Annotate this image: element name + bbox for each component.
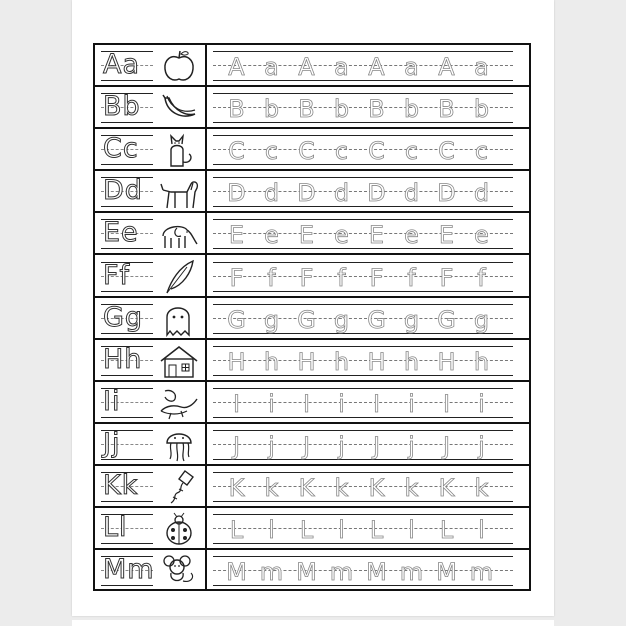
trace-letter: b bbox=[403, 95, 420, 124]
trace-letter: h bbox=[403, 347, 420, 376]
reference-cell bbox=[95, 298, 205, 338]
trace-letter: a bbox=[264, 53, 279, 81]
trace-letter: i bbox=[338, 389, 345, 418]
trace-letter: b bbox=[473, 95, 490, 124]
trace-letter: E bbox=[228, 221, 245, 250]
trace-letter: h bbox=[333, 347, 350, 376]
jellyfish-icon bbox=[157, 427, 201, 463]
trace-letter: J bbox=[442, 431, 451, 460]
trace-letter: I bbox=[232, 389, 241, 418]
trace-letter: A bbox=[368, 53, 385, 81]
trace-letter: g bbox=[403, 305, 420, 334]
tracing-cell bbox=[207, 45, 529, 85]
letter-row bbox=[95, 213, 529, 255]
trace-letter: H bbox=[367, 347, 386, 376]
tracing-cell bbox=[207, 508, 529, 548]
trace-letter: c bbox=[264, 137, 279, 166]
reference-letter: Bb bbox=[103, 91, 141, 123]
trace-letter: k bbox=[334, 474, 349, 502]
trace-letter: M bbox=[296, 558, 317, 587]
trace-letter: F bbox=[369, 263, 384, 292]
tracing-letters bbox=[219, 133, 513, 167]
trace-letter: l bbox=[268, 516, 275, 545]
trace-letter: f bbox=[477, 263, 486, 292]
trace-letter: c bbox=[334, 137, 349, 166]
tracing-cell bbox=[207, 550, 529, 592]
trace-letter: B bbox=[368, 95, 385, 124]
trace-letter: b bbox=[263, 95, 280, 124]
letter-row bbox=[95, 298, 529, 340]
trace-letter: K bbox=[228, 474, 245, 502]
house-icon bbox=[157, 343, 201, 379]
trace-letter: C bbox=[298, 137, 315, 166]
trace-letter: J bbox=[302, 431, 311, 460]
reference-cell bbox=[95, 550, 205, 592]
trace-letter: d bbox=[263, 179, 280, 208]
reference-letter: Jj bbox=[103, 427, 121, 459]
trace-letter: C bbox=[438, 137, 455, 166]
trace-letter: J bbox=[232, 431, 241, 460]
reference-cell bbox=[95, 87, 205, 127]
trace-letter: E bbox=[438, 221, 455, 250]
trace-letter: M bbox=[366, 558, 387, 587]
iguana-icon bbox=[157, 385, 201, 421]
reference-cell bbox=[95, 508, 205, 548]
trace-letter: c bbox=[404, 137, 419, 166]
tracing-cell bbox=[207, 87, 529, 127]
trace-letter: K bbox=[368, 474, 385, 502]
tracing-letters bbox=[219, 217, 513, 251]
trace-letter: H bbox=[227, 347, 246, 376]
reference-letter: Gg bbox=[103, 301, 144, 333]
trace-letter: e bbox=[334, 221, 349, 250]
trace-letter: F bbox=[439, 263, 454, 292]
trace-letter: L bbox=[299, 516, 314, 545]
trace-letter: e bbox=[474, 221, 489, 250]
trace-letter: j bbox=[408, 431, 415, 460]
tracing-cell bbox=[207, 213, 529, 253]
letter-row bbox=[95, 508, 529, 550]
trace-letter: m bbox=[259, 558, 284, 587]
reference-cell bbox=[95, 171, 205, 211]
trace-letter: c bbox=[474, 137, 489, 166]
trace-letter: j bbox=[268, 431, 275, 460]
trace-letter: A bbox=[228, 53, 245, 81]
letter-row bbox=[95, 466, 529, 508]
tracing-letters bbox=[219, 470, 513, 504]
trace-letter: F bbox=[229, 263, 244, 292]
reference-letter: Ee bbox=[103, 217, 139, 249]
trace-letter: C bbox=[368, 137, 385, 166]
tracing-cell bbox=[207, 256, 529, 296]
trace-letter: K bbox=[298, 474, 315, 502]
letter-row bbox=[95, 45, 529, 87]
trace-letter: C bbox=[228, 137, 245, 166]
reference-letter: Ff bbox=[103, 259, 131, 291]
reference-cell bbox=[95, 424, 205, 464]
letter-row bbox=[95, 550, 529, 592]
elephant-icon bbox=[157, 216, 201, 252]
trace-letter: f bbox=[267, 263, 276, 292]
reference-cell bbox=[95, 340, 205, 380]
trace-letter: B bbox=[228, 95, 245, 124]
trace-letter: E bbox=[298, 221, 315, 250]
trace-letter: G bbox=[227, 305, 246, 334]
cat-icon bbox=[157, 132, 201, 168]
tracing-cell bbox=[207, 424, 529, 464]
trace-letter: e bbox=[404, 221, 419, 250]
trace-letter: F bbox=[299, 263, 314, 292]
trace-letter: G bbox=[297, 305, 316, 334]
reference-cell bbox=[95, 382, 205, 422]
letter-row bbox=[95, 256, 529, 298]
reference-letter: Cc bbox=[103, 133, 139, 165]
tracing-letters bbox=[219, 554, 513, 588]
trace-letter: k bbox=[404, 474, 419, 502]
trace-letter: M bbox=[226, 558, 247, 587]
trace-letter: L bbox=[229, 516, 244, 545]
trace-letter: G bbox=[437, 305, 456, 334]
trace-letter: e bbox=[264, 221, 279, 250]
trace-letter: l bbox=[478, 516, 485, 545]
tracing-letters bbox=[219, 260, 513, 294]
trace-letter: g bbox=[473, 305, 490, 334]
trace-letter: k bbox=[474, 474, 489, 502]
reference-cell bbox=[95, 213, 205, 253]
trace-letter: L bbox=[439, 516, 454, 545]
tracing-letters bbox=[219, 175, 513, 209]
trace-letter: b bbox=[333, 95, 350, 124]
trace-letter: i bbox=[268, 389, 275, 418]
trace-letter: J bbox=[372, 431, 381, 460]
tracing-cell bbox=[207, 171, 529, 211]
trace-letter: D bbox=[227, 179, 246, 208]
dog-icon bbox=[157, 174, 201, 210]
handwriting-grid bbox=[93, 43, 531, 591]
trace-letter: M bbox=[436, 558, 457, 587]
apple-icon bbox=[157, 48, 201, 84]
trace-letter: i bbox=[478, 389, 485, 418]
trace-letter: d bbox=[403, 179, 420, 208]
trace-letter: d bbox=[473, 179, 490, 208]
trace-letter: m bbox=[399, 558, 424, 587]
trace-letter: j bbox=[478, 431, 485, 460]
letter-row bbox=[95, 87, 529, 129]
trace-letter: B bbox=[438, 95, 455, 124]
kite-icon bbox=[157, 469, 201, 505]
reference-cell bbox=[95, 129, 205, 169]
trace-letter: f bbox=[337, 263, 346, 292]
reference-cell bbox=[95, 256, 205, 296]
trace-letter: m bbox=[329, 558, 354, 587]
reference-letter: Dd bbox=[103, 175, 143, 207]
tracing-letters bbox=[219, 512, 513, 546]
letter-row bbox=[95, 129, 529, 171]
trace-letter: g bbox=[263, 305, 280, 334]
tracing-letters bbox=[219, 428, 513, 462]
trace-letter: k bbox=[264, 474, 279, 502]
reference-letter: Ii bbox=[103, 385, 121, 417]
tracing-letters bbox=[219, 386, 513, 420]
trace-letter: l bbox=[408, 516, 415, 545]
letter-row bbox=[95, 340, 529, 382]
trace-letter: I bbox=[442, 389, 451, 418]
letter-row bbox=[95, 171, 529, 213]
trace-letter: m bbox=[469, 558, 494, 587]
trace-letter: L bbox=[369, 516, 384, 545]
trace-letter: h bbox=[473, 347, 490, 376]
tracing-cell bbox=[207, 382, 529, 422]
next-page-edge bbox=[72, 620, 554, 626]
trace-letter: A bbox=[298, 53, 315, 81]
reference-letter: Ll bbox=[103, 512, 128, 544]
trace-letter: h bbox=[263, 347, 280, 376]
ladybug-icon bbox=[157, 511, 201, 547]
mouse-icon bbox=[157, 553, 201, 589]
tracing-letters bbox=[219, 49, 513, 83]
trace-letter: H bbox=[297, 347, 316, 376]
trace-letter: g bbox=[333, 305, 350, 334]
tracing-letters bbox=[219, 91, 513, 125]
trace-letter: a bbox=[334, 53, 349, 81]
trace-letter: E bbox=[368, 221, 385, 250]
letter-row bbox=[95, 382, 529, 424]
trace-letter: d bbox=[333, 179, 350, 208]
reference-cell bbox=[95, 45, 205, 85]
reference-letter: Mm bbox=[103, 554, 155, 586]
trace-letter: K bbox=[438, 474, 455, 502]
trace-letter: I bbox=[302, 389, 311, 418]
tracing-letters bbox=[219, 344, 513, 378]
trace-letter: l bbox=[338, 516, 345, 545]
trace-letter: j bbox=[338, 431, 345, 460]
trace-letter: A bbox=[438, 53, 455, 81]
trace-letter: a bbox=[404, 53, 419, 81]
trace-letter: i bbox=[408, 389, 415, 418]
letter-row bbox=[95, 424, 529, 466]
reference-letter: Aa bbox=[103, 49, 141, 80]
banana-icon bbox=[157, 90, 201, 126]
trace-letter: B bbox=[298, 95, 315, 124]
trace-letter: D bbox=[297, 179, 316, 208]
ghost-icon bbox=[157, 301, 201, 337]
trace-letter: a bbox=[474, 53, 489, 81]
trace-letter: D bbox=[367, 179, 386, 208]
reference-cell bbox=[95, 466, 205, 506]
trace-letter: D bbox=[437, 179, 456, 208]
tracing-cell bbox=[207, 129, 529, 169]
trace-letter: G bbox=[367, 305, 386, 334]
reference-letter: Hh bbox=[103, 343, 143, 375]
tracing-letters bbox=[219, 302, 513, 336]
reference-letter: Kk bbox=[103, 470, 139, 501]
feather-icon bbox=[157, 259, 201, 295]
tracing-cell bbox=[207, 466, 529, 506]
tracing-cell bbox=[207, 298, 529, 338]
tracing-cell bbox=[207, 340, 529, 380]
trace-letter: H bbox=[437, 347, 456, 376]
trace-letter: f bbox=[407, 263, 416, 292]
trace-letter: I bbox=[372, 389, 381, 418]
